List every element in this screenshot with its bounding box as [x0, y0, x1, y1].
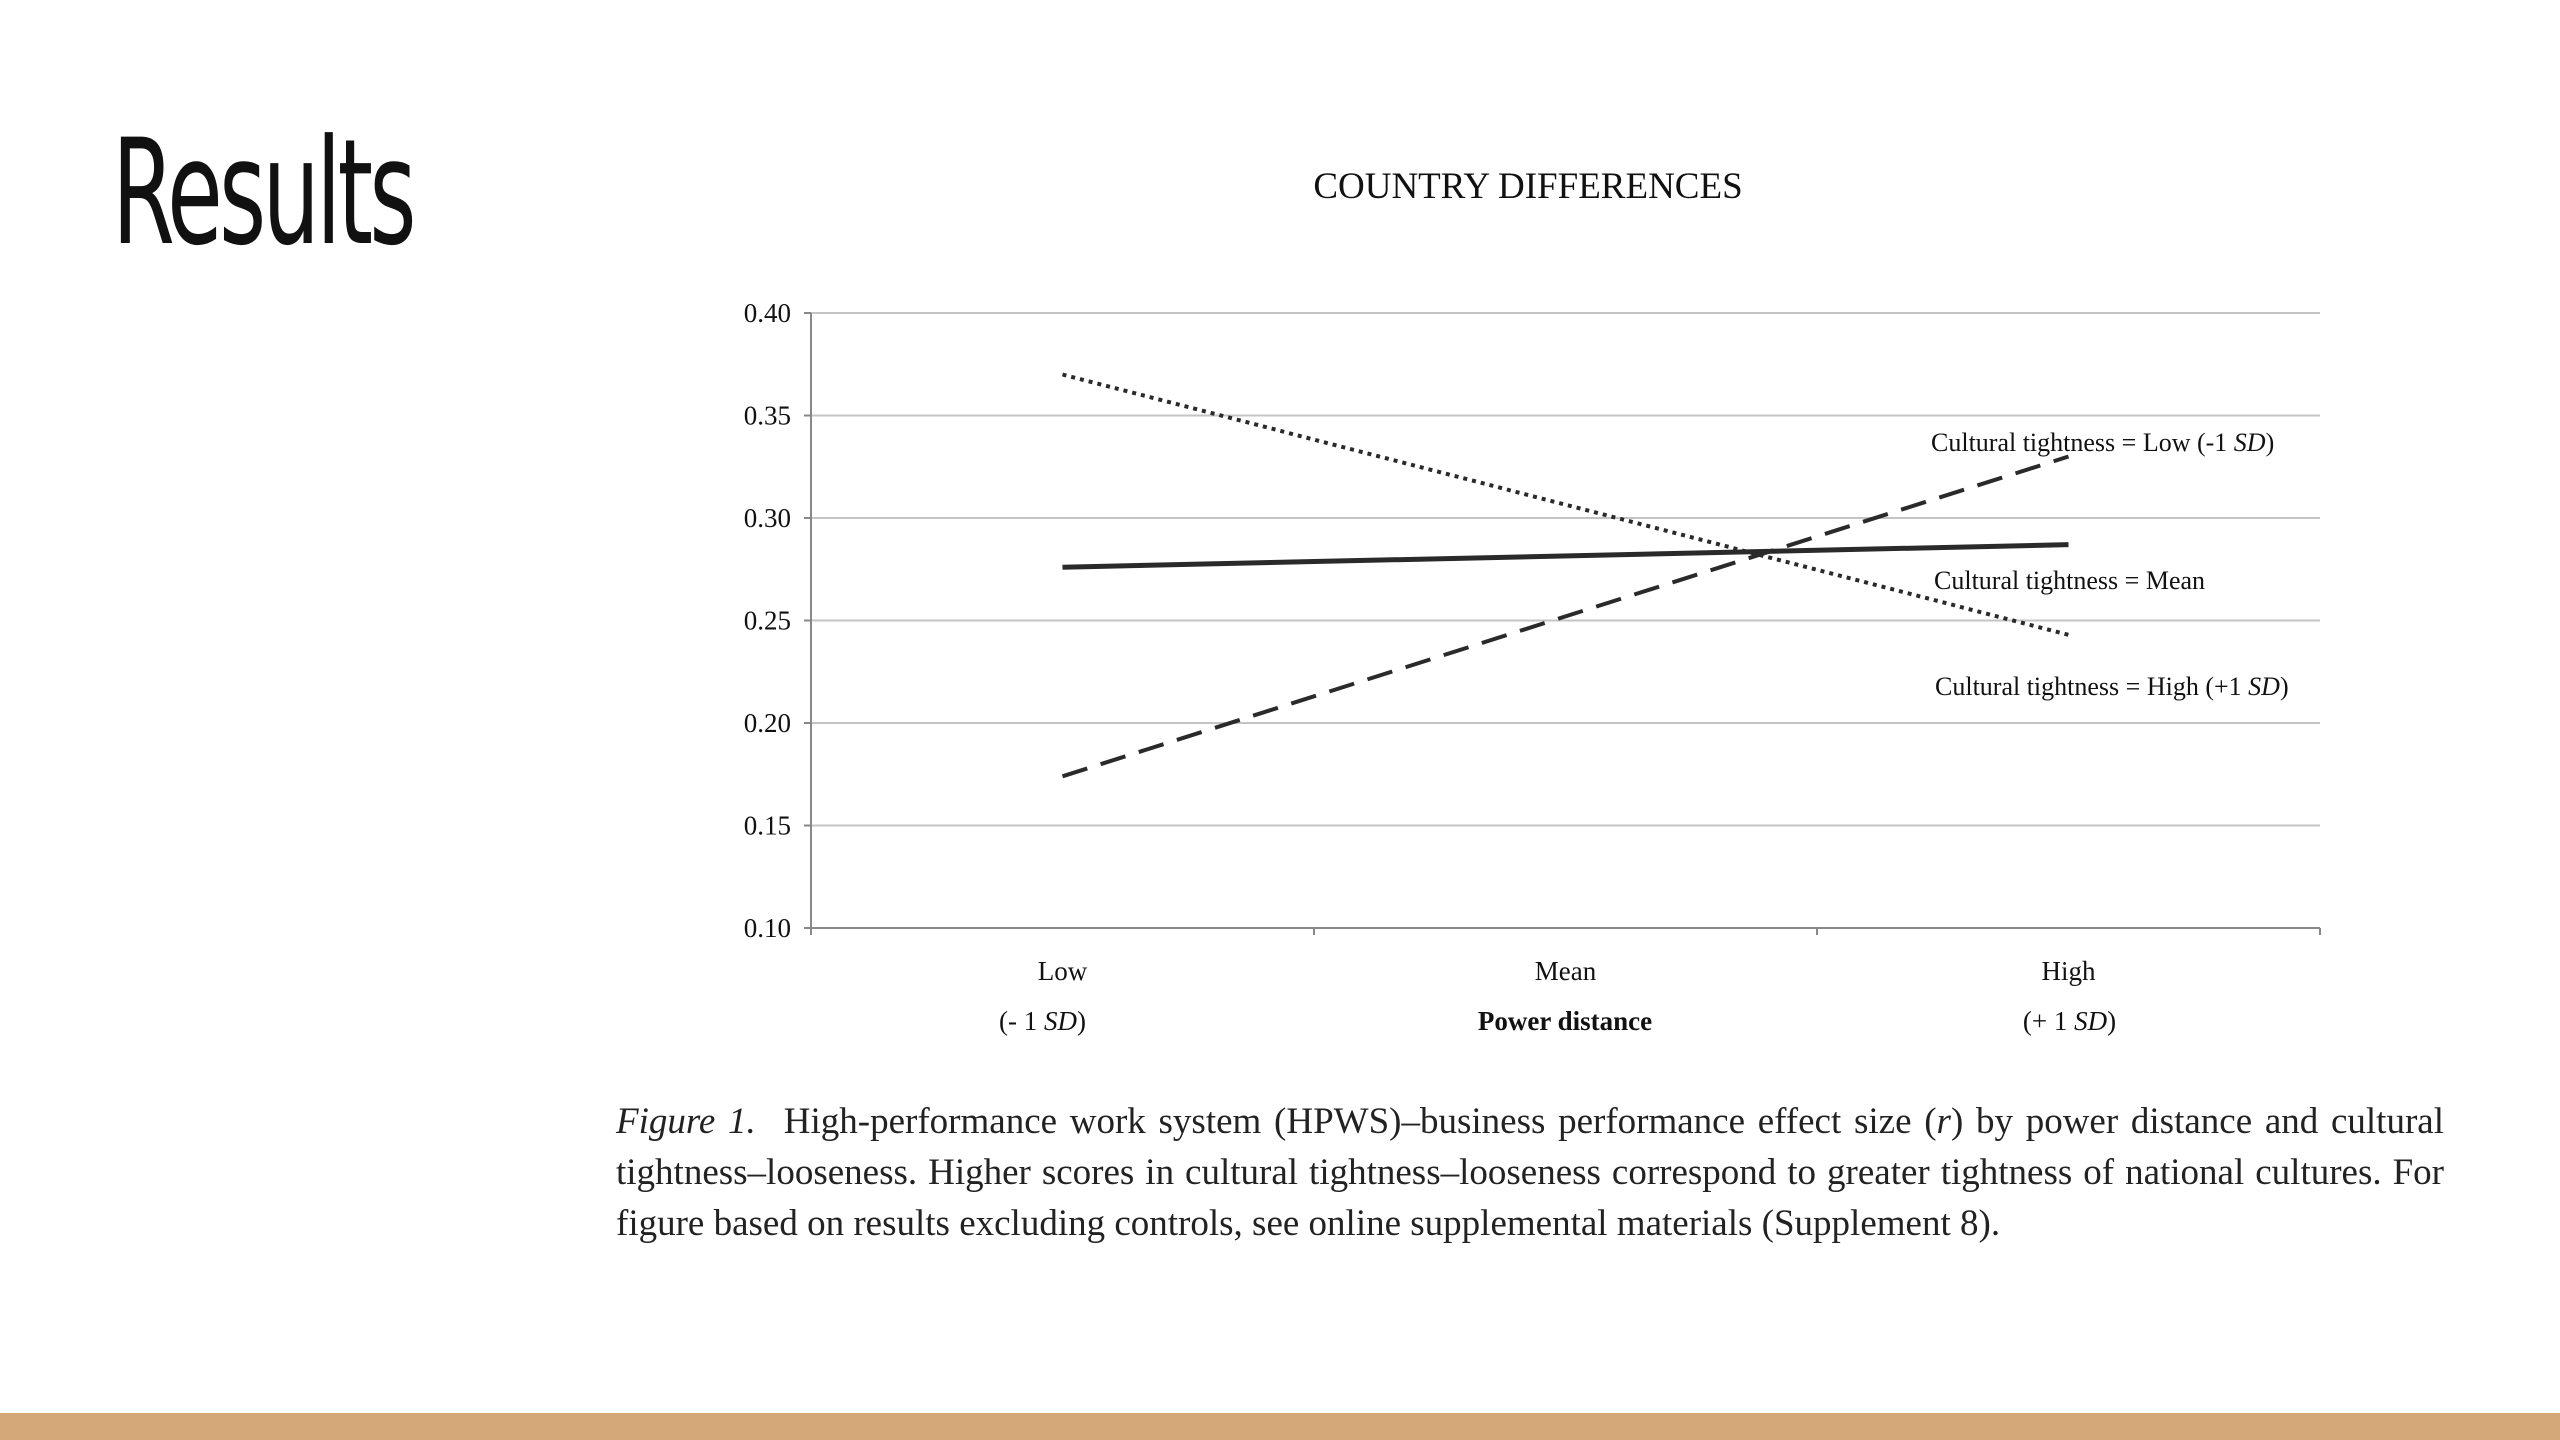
y-tick-label: 0.25	[743, 605, 791, 636]
x-axis-label: Power distance	[1477, 1006, 1653, 1036]
series-label: Cultural tightness = Low (-1 SD)	[1931, 428, 2275, 457]
x-tick-label: Mean	[1534, 956, 1597, 986]
series-lines	[1063, 375, 2069, 777]
caption-text-end: ) by power distance and cultural tightness–looseness. Higher scores in cultural tightness–looseness correspond to greater tightness of national cultures. For figure based on results excluding controls, see online supplemental materials (Supplement 8).	[616, 1101, 2444, 1244]
y-tick-labels	[744, 298, 791, 943]
chart-title: COUNTRY DIFFERENCES	[1313, 166, 1743, 207]
series-label: Cultural tightness = High (+1 SD)	[1935, 672, 2289, 701]
x-tick-label: Low	[1037, 956, 1088, 986]
caption-r-symbol: r	[1936, 1101, 1951, 1142]
series-labels	[1931, 428, 2289, 701]
series-line-dashed	[1063, 457, 2069, 777]
series-label: Cultural tightness = Mean	[1934, 566, 2206, 595]
x-tick-sublabel: (+ 1 SD)	[2022, 1006, 2117, 1036]
figure-caption	[616, 1096, 2444, 1249]
footer-bar	[0, 1413, 2560, 1440]
series-line-solid	[1063, 545, 2069, 568]
x-tick-sublabel: (- 1 SD)	[999, 1006, 1086, 1036]
caption-figure-label: Figure 1.	[616, 1101, 756, 1142]
slide-title: Results	[112, 108, 413, 278]
caption-text-start: High-performance work system (HPWS)–business performance effect size (	[783, 1101, 1937, 1142]
y-tick-label: 0.40	[743, 298, 791, 328]
y-tick-label: 0.15	[743, 810, 791, 841]
y-tick-label: 0.10	[743, 913, 791, 943]
y-tick-label: 0.20	[743, 708, 791, 738]
y-tick-label: 0.35	[743, 400, 791, 431]
axes	[804, 313, 2320, 935]
x-tick-label: High	[2041, 956, 2096, 986]
y-tick-label: 0.30	[743, 503, 791, 533]
